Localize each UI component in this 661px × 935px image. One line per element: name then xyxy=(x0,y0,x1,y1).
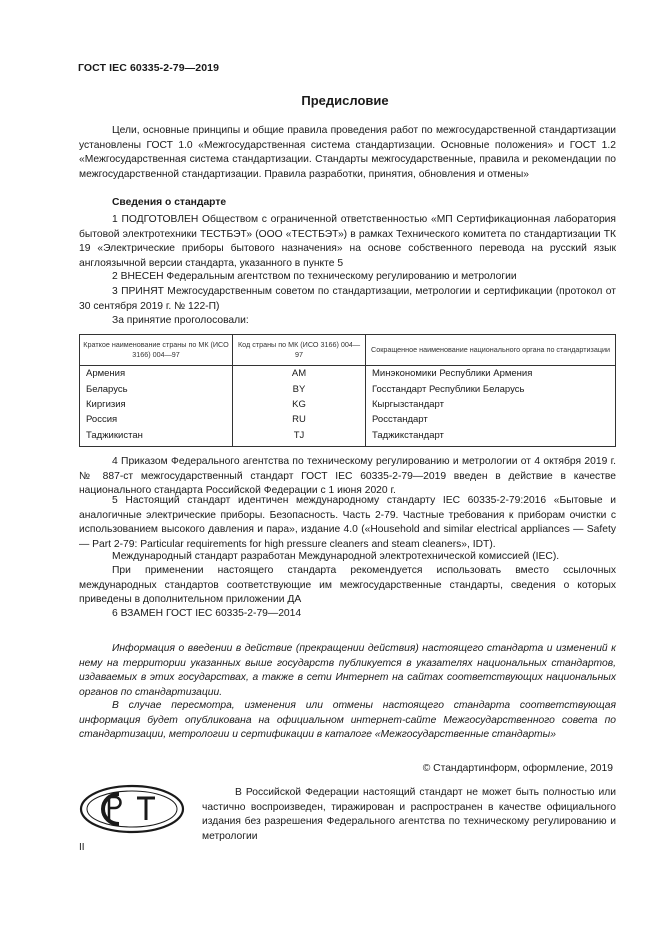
table-cell-country: Таджикистан xyxy=(86,429,143,441)
paragraph-5: 5 Настоящий стандарт идентичен международному стандарту IEC 60335-2-79:2016 «Бытовые и аналогичные электрические приборы. Безопасность. Часть 2-79. Частные требования к приборам очистки с использованием высокого давления и пара», издание 4.0 («Household and similar electrical appliances — Safety — Part 2-79: Particular requirements for high pressure cleaners and steam cleaners», IDT). xyxy=(79,495,616,550)
copyright: © Стандартинформ, оформление, 2019 xyxy=(422,763,613,774)
section-title: Сведения о стандарте xyxy=(112,197,227,208)
paragraph-2: 2 ВНЕСЕН Федеральным агентством по техническому регулированию и метрологии xyxy=(112,271,517,282)
table-cell-body: Таджикстандарт xyxy=(366,428,616,447)
page-number: II xyxy=(79,842,85,853)
paragraph-5c: При применении настоящего стандарта рекомендуется использовать вместо ссылочных международных стандартов соответствующие им межгосударственные стандарты, сведения о которых приведены в дополнительном приложении ДА xyxy=(79,565,616,605)
paragraph-3: 3 ПРИНЯТ Межгосударственным советом по стандартизации, метрологии и сертификации (протокол от 30 сентября 2019 г. № 122-П) xyxy=(79,286,616,312)
table-cell-country: Армения xyxy=(86,368,126,380)
table-cell-code: RU xyxy=(233,412,366,427)
paragraph-3b: За принятие проголосовали: xyxy=(112,315,249,326)
table-cell-body: Госстандарт Республики Беларусь xyxy=(366,381,616,396)
table-row xyxy=(80,381,616,396)
info-paragraph-2: В случае пересмотра, изменения или отмены настоящего стандарта соответствующая информация будет опубликована на официальном интернет-сайте Межгосударственного совета по стандартизации, метрологии и сертификации в каталоге «Межгосударственные стандарты» xyxy=(79,700,616,740)
footer-notice: В Российской Федерации настоящий стандарт не может быть полностью или частично воспроизведен, тиражирован и распространен в качестве официального издания без разрешения Федерального агентства по техническому регулированию и метрологии xyxy=(202,787,616,842)
table-header-row xyxy=(80,335,616,366)
table-cell-code: AM xyxy=(233,366,366,382)
intro-paragraph: Цели, основные принципы и общие правила проведения работ по межгосударственной стандартизации установлены ГОСТ 1.0 «Межгосударственная система стандартизации. Основные положения» и ГОСТ 1.2 «Межгосударственная система стандартизации. Стандарты межгосударственные, правила и рекомендации по межгосударственной стандартизации. Правила разработки, принятия, обновления и отмены» xyxy=(79,125,616,180)
table-cell-country: Россия xyxy=(86,414,118,426)
table-cell-code: KG xyxy=(233,397,366,412)
table-cell-code: BY xyxy=(233,381,366,396)
rst-logo xyxy=(79,784,185,839)
table-cell-body: Минэкономики Республики Армения xyxy=(366,366,616,382)
paragraph-5b: Международный стандарт разработан Международной электротехнической комиссией (IEC). xyxy=(112,551,560,562)
paragraph-4: 4 Приказом Федерального агентства по техническому регулированию и метрологии от 4 октября 2019 г. № 887-ст межгосударственный стандарт ГОСТ IEC 60335-2-79—2019 введен в действие в качестве национального стандарта Российской Федерации с 1 июня 2020 г. xyxy=(79,456,616,496)
table-row xyxy=(80,366,616,382)
voting-table xyxy=(79,334,616,447)
paragraph-6: 6 ВЗАМЕН ГОСТ IEC 60335-2-79—2014 xyxy=(112,608,302,619)
table-cell-country: Беларусь xyxy=(86,383,128,395)
table-cell-body: Кыргызстандарт xyxy=(366,397,616,412)
table-row xyxy=(80,428,616,447)
table-row xyxy=(80,412,616,427)
info-paragraph-1: Информация о введении в действие (прекращении действия) настоящего стандарта и изменений к нему на территории указанных выше государств публикуется в указателях национальных стандартов, издаваемых в этих государствах, а также в сети Интернет на сайтах соответствующих национальных органов по стандартизации. xyxy=(79,643,616,698)
table-row xyxy=(80,397,616,412)
table-cell-code: TJ xyxy=(233,428,366,447)
table-cell-country: Киргизия xyxy=(86,398,126,410)
page-title: Предисловие xyxy=(301,93,389,108)
table-header-body: Сокращенное наименование национального органа по стандартизации xyxy=(366,335,616,366)
table-header-code: Код страны по МК (ИСО 3166) 004—97 xyxy=(233,335,366,366)
paragraph-1: 1 ПОДГОТОВЛЕН Обществом с ограниченной ответственностью «МП Сертификационная лаборатория бытовой электротехники ТЕСТБЭТ» (ООО «ТЕСТБЭТ») в рамках Технического комитета по стандартизации ТК 19 «Электрические приборы бытового назначения» на основе собственного перевода на русский язык англоязычной версии стандарта, указанного в пункте 5 xyxy=(79,214,616,269)
document-header: ГОСТ IEC 60335-2-79—2019 xyxy=(78,62,220,74)
table-header-country: Краткое наименование страны по МК (ИСО 3166) 004—97 xyxy=(80,335,233,366)
table-cell-body: Росстандарт xyxy=(366,412,616,427)
